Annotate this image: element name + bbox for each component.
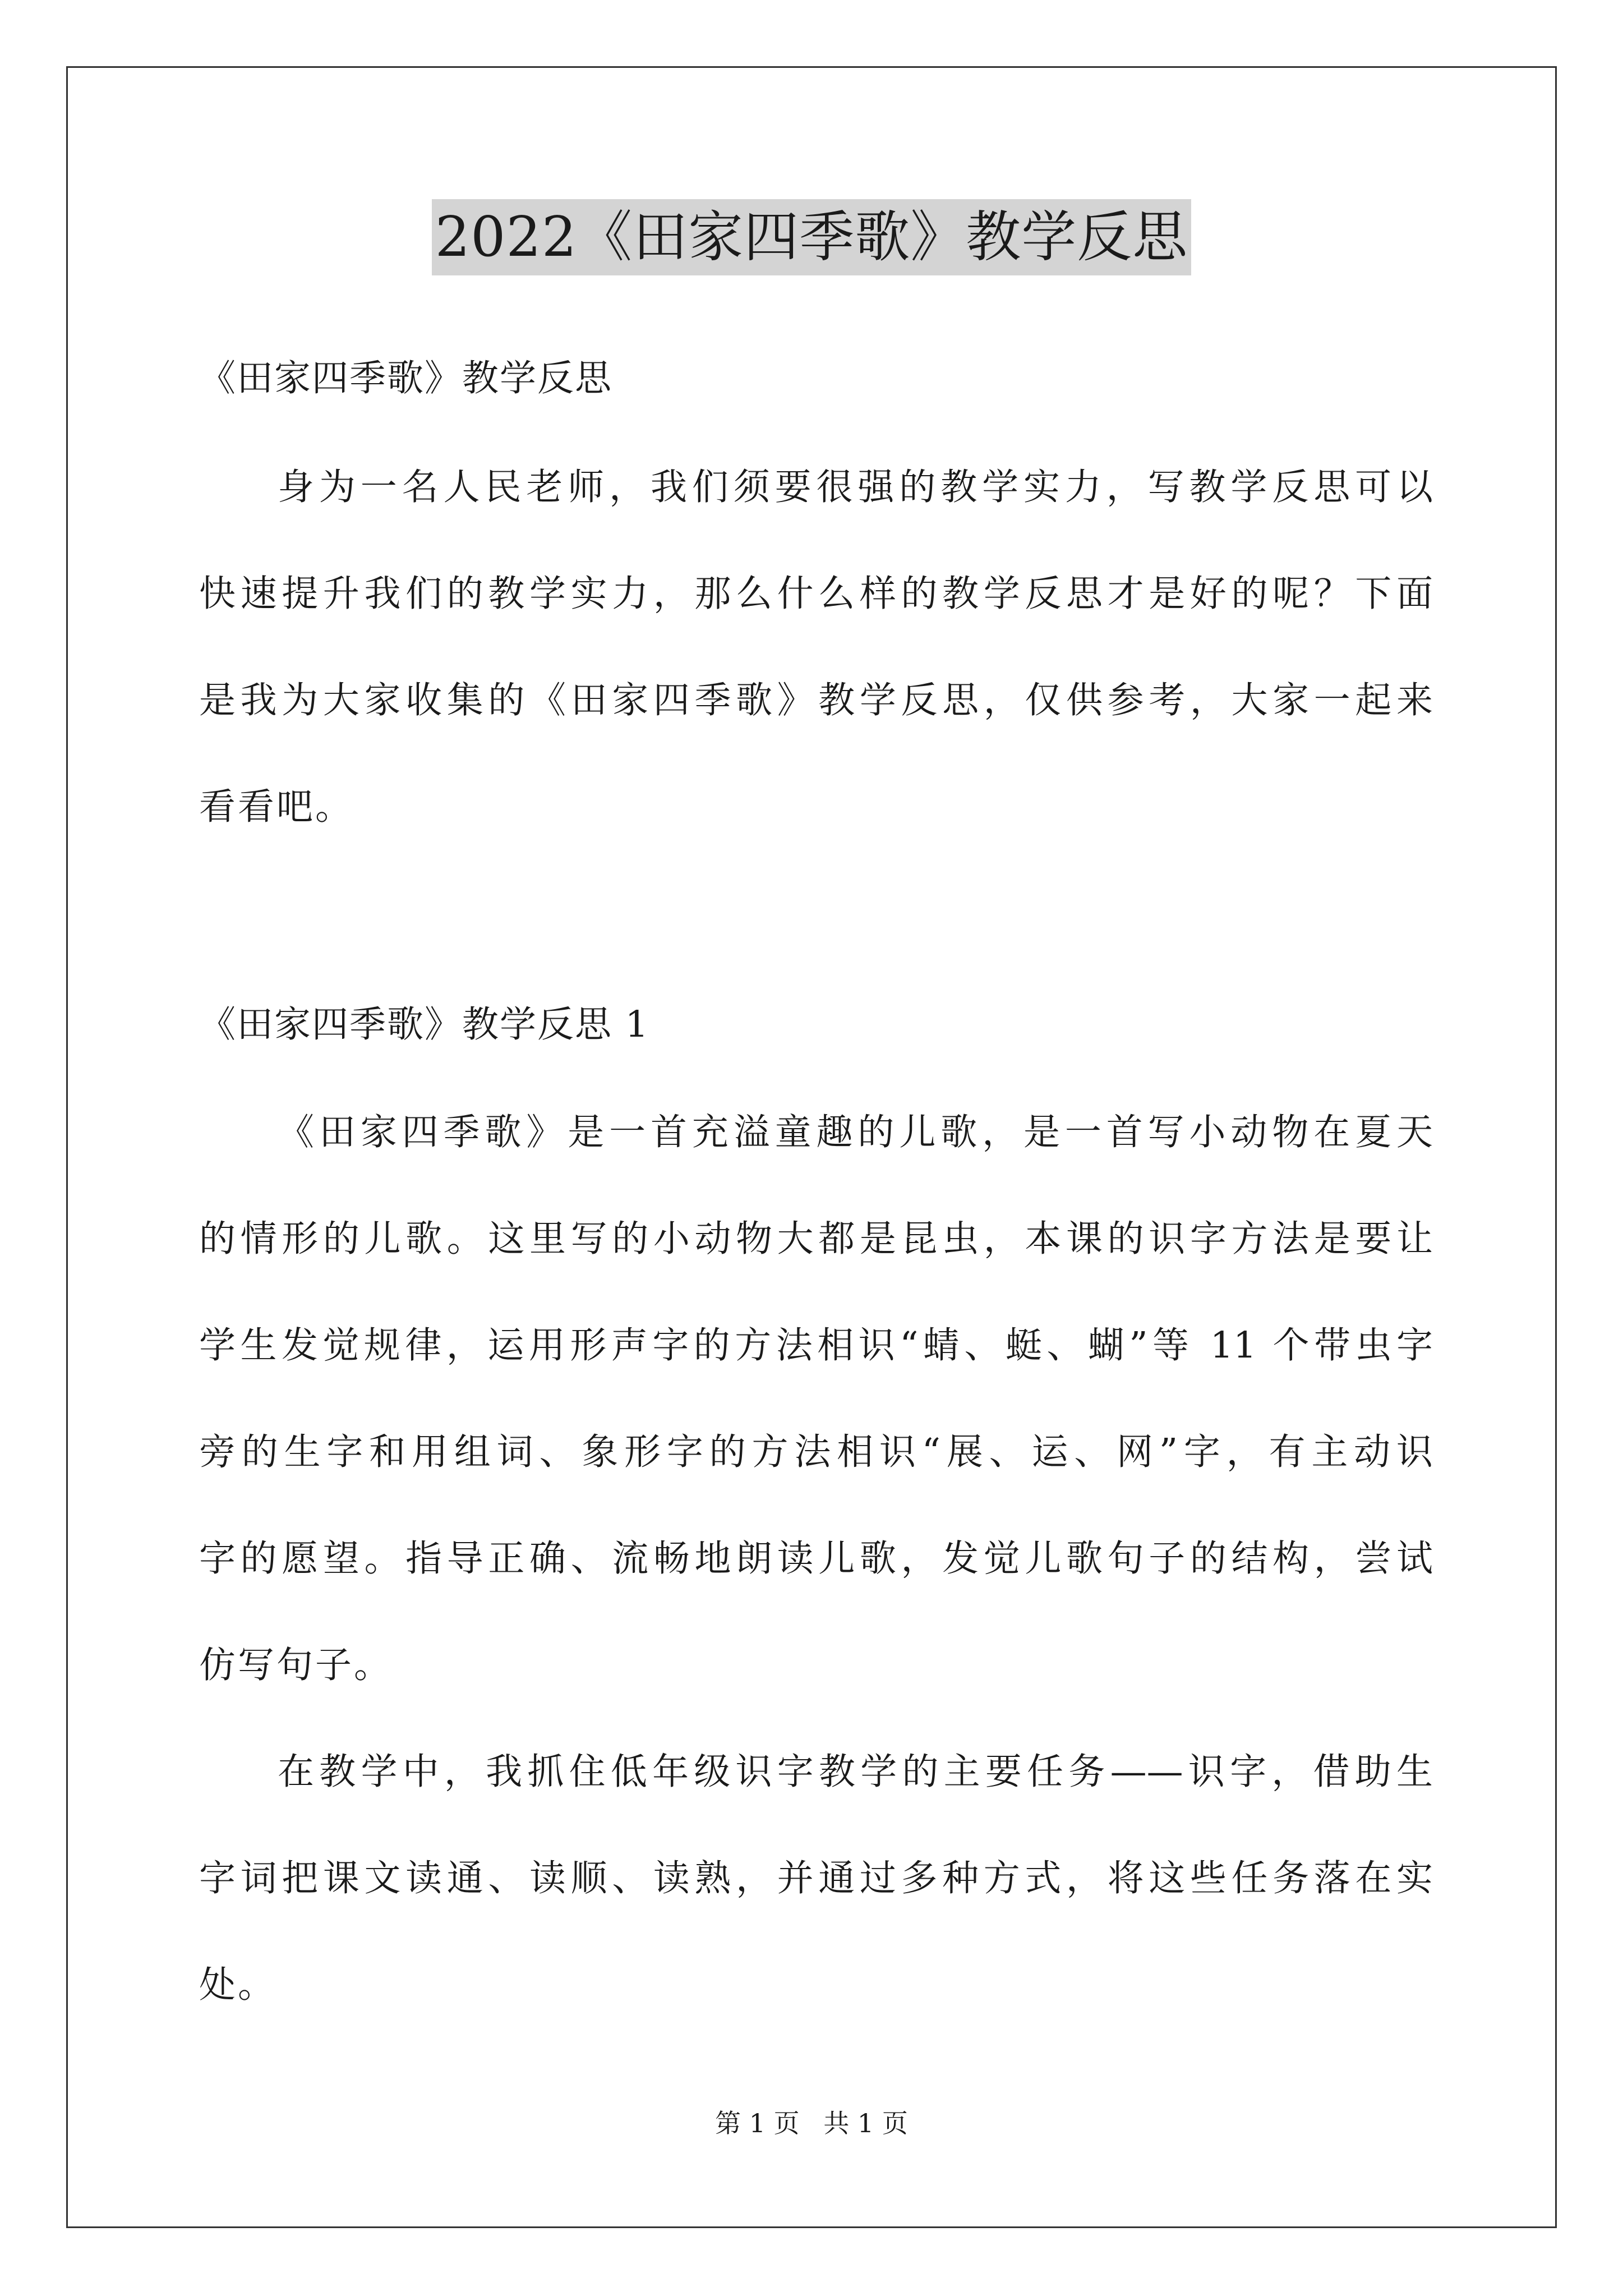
paragraph-line: 处。 [199, 1964, 277, 2006]
document-title: 2022《田家四季歌》教学反思 [432, 199, 1191, 275]
paragraph-line: 《田家四季歌》是一首充溢童趣的儿歌，是一首写小动物在夏天 [278, 1111, 1433, 1153]
paragraph-line: 仿写句子。 [199, 1644, 393, 1686]
paragraph-line: 字词把课文读通、读顺、读熟，并通过多种方式，将这些任务落在实 [199, 1857, 1433, 1899]
paragraph-line: 在教学中，我抓住低年级识字教学的主要任务——识字，借助生 [278, 1751, 1433, 1793]
intro-line: 身为一名人民老师，我们须要很强的教学实力，写教学反思可以 [278, 466, 1433, 508]
paragraph-line: 字的愿望。指导正确、流畅地朗读儿歌，发觉儿歌句子的结构，尝试 [199, 1538, 1433, 1580]
document-subtitle: 《田家四季歌》教学反思 [199, 357, 613, 399]
title-container [0, 199, 1623, 275]
page-number-total: 共 1 页 [823, 2108, 908, 2138]
intro-line: 看看吧。 [199, 786, 354, 828]
section-heading: 《田家四季歌》教学反思 1 [199, 1004, 650, 1046]
paragraph-line: 的情形的儿歌。这里写的小动物大都是昆虫，本课的识字方法是要让 [199, 1218, 1433, 1260]
intro-line: 是我为大家收集的《田家四季歌》教学反思，仅供参考，大家一起来 [199, 679, 1433, 721]
paragraph-line: 学生发觉规律，运用形声字的方法相识“蜻、蜓、蝴”等 11 个带虫字 [199, 1324, 1433, 1366]
paragraph-line: 旁的生字和用组词、象形字的方法相识“展、运、网”字，有主动识 [199, 1431, 1433, 1473]
page-number-current: 第 1 页 [715, 2108, 800, 2138]
page-footer [0, 2106, 1623, 2140]
intro-line: 快速提升我们的教学实力，那么什么样的教学反思才是好的呢？下面 [199, 573, 1433, 615]
